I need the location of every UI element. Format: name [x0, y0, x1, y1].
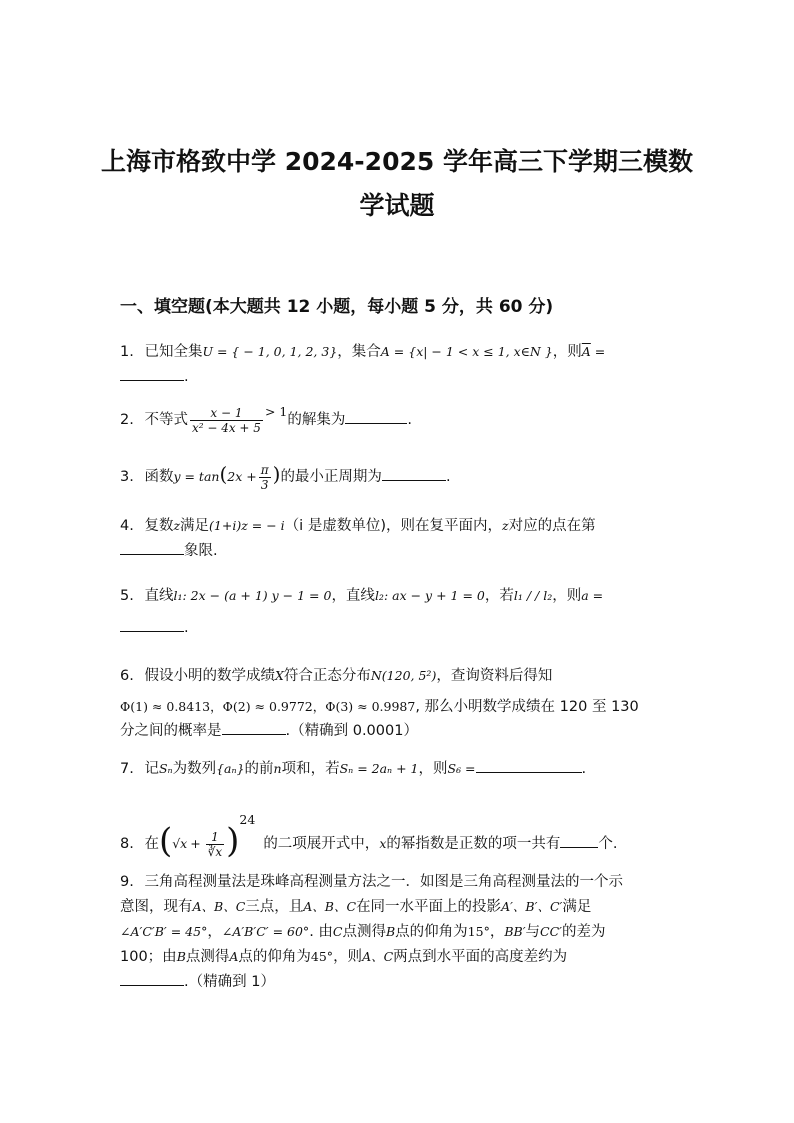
math-expr: CC′ — [540, 924, 563, 939]
answer-blank[interactable] — [345, 409, 407, 424]
question-text: 符合正态分布 — [283, 668, 371, 684]
question-text: （i 是虚数单位)，则在复平面内， — [284, 518, 502, 534]
question-number: 1. — [120, 344, 134, 360]
exponent: 24 — [239, 812, 256, 827]
question-number: 3. — [120, 469, 134, 485]
math-expr: a = — [581, 588, 604, 603]
question-text: 的解集为 — [287, 412, 346, 428]
question-9-line5 — [120, 970, 275, 991]
question-text: 项和，若 — [281, 761, 340, 777]
question-9-line3 — [120, 920, 606, 941]
question-text: 三点，且 — [245, 899, 304, 915]
question-8-line — [120, 812, 617, 861]
fraction-denominator: 3 — [260, 477, 269, 492]
question-7-line: 7. 记Sₙ为数列{aₙ}的前n项和，若Sₙ = 2aₙ + 1，则S₆ = . — [120, 757, 586, 778]
question-text: 100；由 — [120, 949, 177, 965]
math-plus: + — [190, 836, 201, 851]
math-var: z — [173, 518, 181, 533]
math-var: x — [379, 836, 387, 851]
question-text: 个. — [598, 836, 618, 852]
question-text: ，若 — [484, 588, 514, 604]
question-9-line2 — [120, 895, 591, 916]
math-expr: Sₙ = 2aₙ + 1 — [339, 761, 419, 776]
question-text: 函数 — [144, 469, 174, 485]
math-expr: l₁: 2x − (a + 1) y − 1 = 0 — [173, 588, 332, 603]
question-text: . 由 — [309, 924, 333, 940]
math-expr: = — [590, 344, 606, 359]
question-text: 已知全集 — [144, 344, 203, 360]
question-text: 的前 — [244, 761, 274, 777]
answer-blank[interactable] — [382, 466, 446, 481]
math-complement: $\overline{A}$ — [581, 344, 591, 359]
question-text: ，查询资料后得知 — [436, 668, 553, 684]
fraction-numerator: x − 1 — [190, 406, 263, 421]
fraction-denominator: x² − 4x + 5 — [191, 420, 261, 435]
question-text: 的差为 — [562, 924, 606, 940]
math-expr: A′、B′、C′ — [501, 899, 563, 914]
math-expr: √x — [172, 836, 188, 851]
math-expr: N(120, 5²) — [370, 668, 437, 683]
question-text: 的二项展开式中， — [263, 836, 380, 852]
question-number: 7. — [120, 761, 134, 777]
question-text: 复数 — [144, 518, 174, 534]
question-6-line3 — [120, 719, 418, 740]
answer-blank-line: . — [120, 366, 189, 385]
fraction — [259, 463, 271, 492]
question-text: 满足 — [180, 518, 210, 534]
question-4-line2 — [120, 539, 218, 560]
question-text: 点的仰角为 — [395, 924, 468, 940]
question-text: 在同一水平面上的投影 — [356, 899, 502, 915]
math-expr: Φ(1) ≈ 0.8413，Φ(2) ≈ 0.9772，Φ(3) ≈ 0.9987 — [120, 699, 416, 714]
question-9-line1 — [120, 870, 623, 891]
answer-blank-line: . — [120, 617, 189, 636]
math-expr: Sₙ — [158, 761, 173, 776]
math-expr: U = { − 1, 0, 1, 2, 3} — [202, 344, 338, 359]
math-expr: A、B、C — [303, 899, 357, 914]
question-text: ，则 — [552, 588, 582, 604]
page-title-line2: 学试题 — [359, 191, 435, 220]
paren-open: ( — [219, 462, 228, 486]
question-text: 记 — [144, 761, 159, 777]
page-title-line1: 上海市格致中学 2024-2025 学年高三下学期三模数 — [101, 147, 693, 176]
math-expr: A、B、C — [192, 899, 246, 914]
question-number: 9. — [120, 874, 134, 890]
math-var: C — [332, 924, 343, 939]
question-text: .（精确到 0.0001） — [285, 723, 418, 739]
question-3-line: 3. 函数y = tan(2x + $\frac{\pi}{3}$ )的最小正周期为 . — [120, 462, 451, 492]
question-text: 的幂指数是正数的项一共有 — [386, 836, 561, 852]
question-text: 点的仰角为 — [238, 949, 311, 965]
question-6-line2 — [120, 695, 639, 716]
question-text: ， — [489, 924, 505, 940]
math-var: A — [229, 949, 239, 964]
question-text: 对应的点在第 — [508, 518, 596, 534]
answer-blank[interactable] — [120, 617, 184, 632]
answer-blank[interactable] — [560, 833, 598, 848]
question-text: 直线 — [144, 588, 174, 604]
question-text: 在 — [144, 836, 159, 852]
paren-open: ( — [158, 821, 173, 861]
question-4-line1 — [120, 514, 596, 535]
answer-blank[interactable] — [120, 540, 184, 555]
math-var: B — [176, 949, 186, 964]
question-text: 满足 — [562, 899, 592, 915]
math-expr: A、C — [362, 949, 394, 964]
question-9-line4 — [120, 945, 567, 966]
question-text: 为数列 — [172, 761, 217, 777]
question-text: 与 — [525, 924, 541, 940]
math-expr: S₆ = — [447, 761, 476, 776]
answer-blank[interactable] — [222, 720, 286, 735]
fraction-numerator: π — [260, 462, 269, 477]
question-text: 分之间的概率是 — [120, 723, 222, 739]
question-text: , 那么小明数学成绩在 120 至 130 — [415, 699, 639, 715]
math-expr: A = {x| − 1 < x ≤ 1, x∈N } — [380, 344, 553, 359]
math-expr: 2x + — [227, 469, 257, 484]
question-text: 三角高程测量法是珠峰高程测量方法之一．如图是三角高程测量法的一个示 — [144, 874, 623, 890]
math-expr: 15° — [467, 924, 490, 939]
question-text: ，则 — [333, 949, 363, 965]
fraction-denominator: ∛x — [207, 844, 223, 859]
math-expr: BB′ — [504, 924, 526, 939]
question-5-line1 — [120, 584, 603, 605]
math-expr: y = tan — [173, 469, 220, 484]
fraction-numerator: 1 — [206, 830, 224, 845]
answer-blank[interactable] — [120, 971, 184, 986]
question-text: ，集合 — [337, 344, 381, 360]
question-text: 意图，现有 — [120, 899, 193, 915]
answer-blank[interactable] — [120, 366, 184, 381]
question-text: 假设小明的数学成绩 — [144, 668, 275, 684]
question-6-line1 — [120, 664, 552, 685]
question-text: 点测得 — [185, 949, 230, 965]
question-text: .（精确到 1） — [184, 974, 275, 990]
math-var: n — [273, 761, 282, 776]
question-text: 两点到水平面的高度差约为 — [393, 949, 568, 965]
paren-close: ) — [272, 462, 281, 486]
paren-close: ) — [226, 821, 240, 861]
math-expr: ∠A′B′C′ = 60° — [221, 924, 310, 939]
math-expr: l₂: ax − y + 1 = 0 — [374, 588, 485, 603]
fraction — [190, 406, 263, 435]
question-number: 4. — [120, 518, 134, 534]
question-text: ，直线 — [331, 588, 375, 604]
question-text: 不等式 — [144, 412, 188, 428]
section-heading: 一、填空题(本大题共 12 小题，每小题 5 分，共 60 分) — [120, 297, 554, 317]
answer-blank[interactable] — [476, 758, 582, 773]
question-number: 6. — [120, 668, 134, 684]
question-text: ，则 — [552, 344, 582, 360]
math-expr: 45° — [310, 949, 334, 964]
fraction — [206, 830, 224, 859]
math-expr: > 1 — [264, 404, 288, 419]
question-number: 2. — [120, 412, 134, 428]
question-number: 5. — [120, 588, 134, 604]
question-text: ， — [207, 924, 222, 940]
question-text: 象限. — [184, 543, 218, 559]
question-text: ，则 — [418, 761, 448, 777]
math-var: B — [385, 924, 396, 939]
math-expr: (1+i)z = − i — [209, 518, 285, 533]
question-1-line1 — [120, 340, 605, 361]
question-text: 点测得 — [342, 924, 386, 940]
math-expr: {aₙ} — [216, 761, 245, 776]
question-number: 8. — [120, 836, 134, 852]
math-expr: ∠A′C′B′ = 45° — [120, 924, 208, 939]
math-var: X — [274, 668, 284, 683]
math-var: z — [501, 518, 509, 533]
question-2-line: 2. 不等式 $\frac{x - 1}{\text{x² − 4x + 5}}$ > 1的解集为 . — [120, 404, 412, 435]
math-expr: l₁ / / l₂ — [513, 588, 553, 603]
question-text: 的最小正周期为 — [280, 469, 382, 485]
